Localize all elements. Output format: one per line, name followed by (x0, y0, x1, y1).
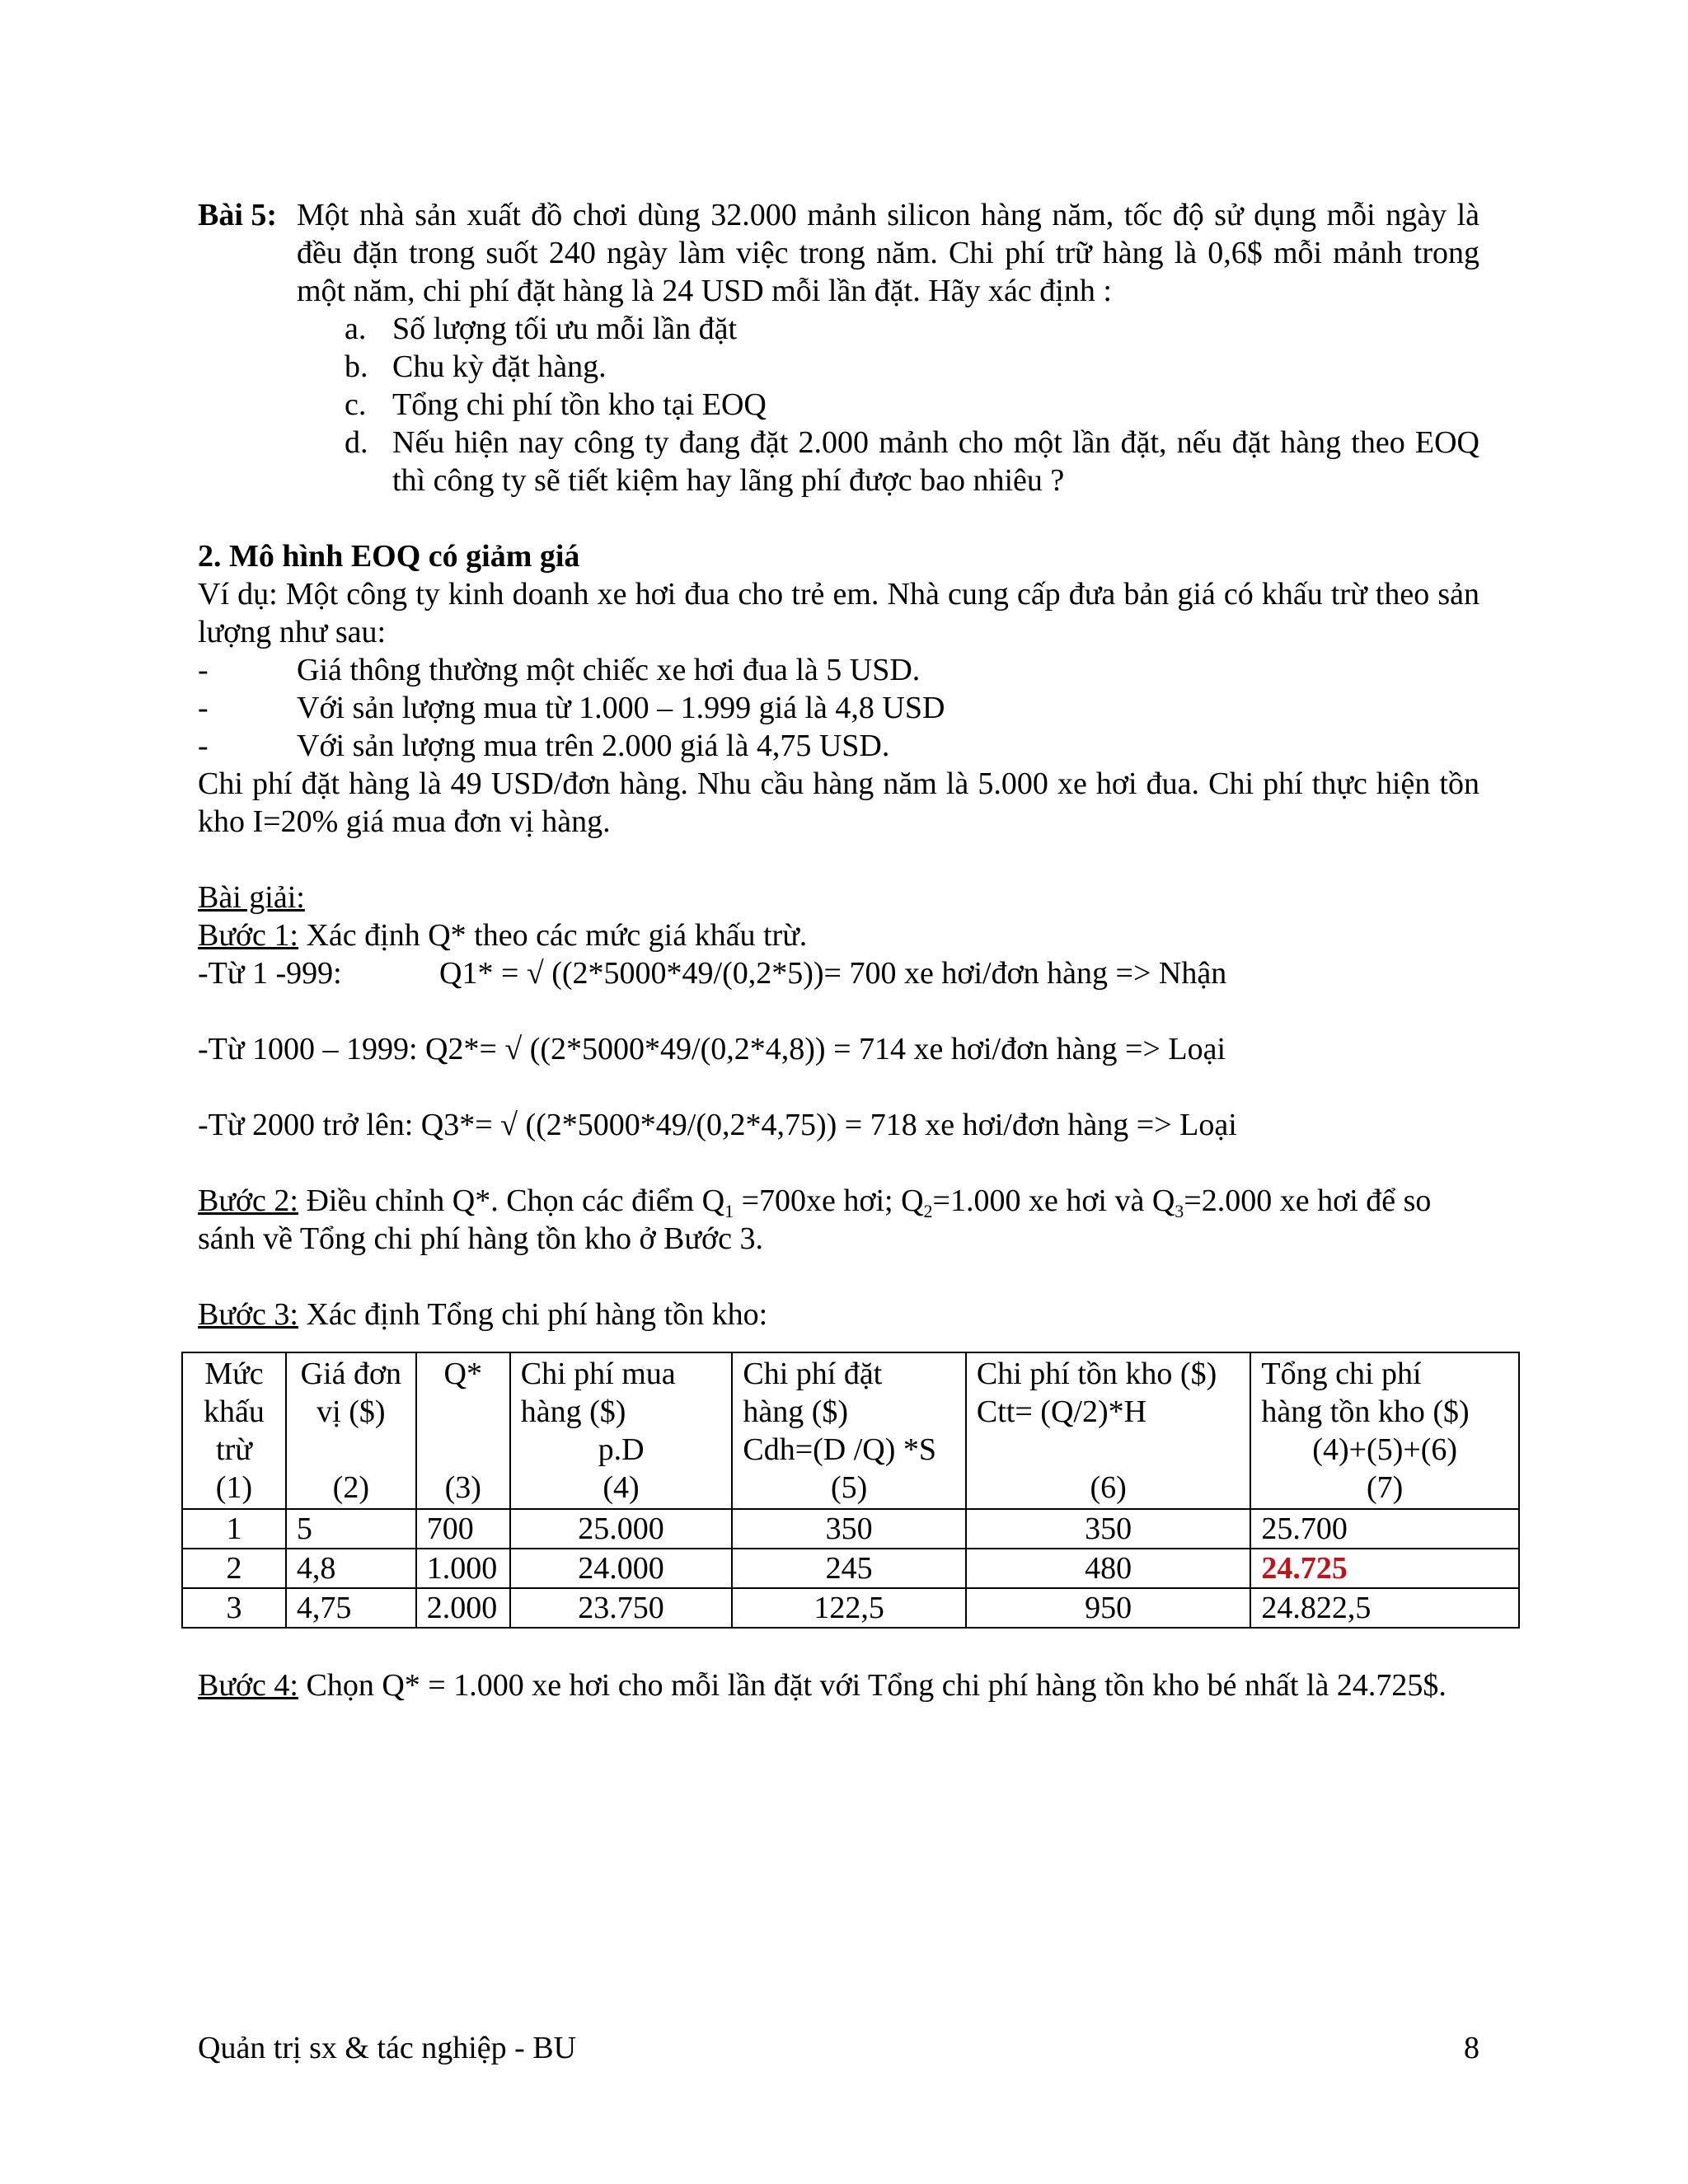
table-cell: 24.000 (510, 1549, 733, 1588)
question-item (345, 348, 1479, 386)
table-cell: 25.000 (510, 1509, 733, 1549)
table-cell: 950 (966, 1588, 1250, 1628)
price-item (198, 689, 1479, 727)
step-label: Bước 2: (198, 1183, 298, 1218)
table-cell: 2 (182, 1549, 286, 1588)
step-4 (198, 1666, 1479, 1704)
header-cell: Chi phí mua hàng ($) p.D (4) (510, 1352, 733, 1509)
question-text: Số lượng tối ưu mỗi lần đặt (392, 312, 738, 346)
question-marker: c. (345, 387, 367, 422)
cost-text: Chi phí đặt hàng là 49 USD/đơn hàng. Nhu cầu hàng năm là 5.000 xe hơi đua. Chi phí thực hiện tồn kho I=20% giá mua đơn vị hàng. (198, 766, 1479, 839)
exercise-label: Bài 5: (198, 198, 278, 232)
step-text: Xác định Tổng chi phí hàng tồn kho: (298, 1297, 768, 1332)
step-1 (198, 916, 1479, 954)
subscript: 1 (724, 1201, 734, 1221)
table-cell: 700 (416, 1509, 510, 1549)
table-cell: 3 (182, 1588, 286, 1628)
question-item (345, 424, 1479, 499)
footer-title: Quản trị sx & tác nghiệp - BU (198, 2031, 577, 2065)
step-text: Điều chỉnh Q*. Chọn các điểm Q (298, 1183, 725, 1218)
subscript: 2 (923, 1201, 933, 1221)
table-cell: 24.822,5 (1250, 1588, 1519, 1628)
question-item (345, 386, 1479, 424)
price-text: Với sản lượng mua từ 1.000 – 1.999 giá là 4,8 USD (297, 691, 945, 725)
table-row (182, 1588, 1519, 1628)
question-marker: b. (345, 349, 368, 384)
dash-marker: - (198, 653, 209, 687)
page-content (198, 196, 1479, 1704)
step-text: =2.000 xe hơi để so sánh về Tổng chi phí hàng tồn kho ở Bước 3. (198, 1183, 1432, 1256)
header-cell: Chi phí đặt hàng ($) Cdh=(D /Q) *S (5) (732, 1352, 966, 1509)
table-cell: 23.750 (510, 1588, 733, 1628)
step-text: Chọn Q* = 1.000 xe hơi cho mỗi lần đặt với Tổng chi phí hàng tồn kho bé nhất là 24.725$. (298, 1668, 1447, 1703)
price-item (198, 727, 1479, 765)
table-cell: 1 (182, 1509, 286, 1549)
price-text: Với sản lượng mua trên 2.000 giá là 4,75 USD. (297, 729, 890, 763)
step-text: Xác định Q* theo các mức giá khấu trừ. (298, 918, 808, 953)
question-marker: d. (345, 425, 368, 460)
step-label: Bước 4: (198, 1668, 298, 1703)
step-3 (198, 1296, 1479, 1333)
page-footer (198, 2029, 1479, 2067)
table-header-row (182, 1352, 1519, 1509)
calc-line-2: -Từ 1000 – 1999: Q2*= √ ((2*5000*49/(0,2*4,8)) = 714 xe hơi/đơn hàng => Loại (198, 1032, 1226, 1066)
price-text: Giá thông thường một chiếc xe hơi đua là 5 USD. (297, 653, 921, 687)
table-cell: 5 (286, 1509, 416, 1549)
table-cell: 4,75 (286, 1588, 416, 1628)
question-marker: a. (345, 312, 367, 346)
example-text: Ví dụ: Một công ty kinh doanh xe hơi đua cho trẻ em. Nhà cung cấp đưa bản giá có khấu trừ theo sản lượng như sau: (198, 577, 1479, 649)
price-item (198, 651, 1479, 689)
calc-label: -Từ 1 -999: (198, 956, 342, 991)
header-cell: Tổng chi phí hàng tồn kho ($) (4)+(5)+(6) (7) (1250, 1352, 1519, 1509)
calc-line-1 (198, 954, 1479, 992)
exercise-5 (198, 196, 1479, 310)
step-label: Bước 3: (198, 1297, 298, 1332)
step-text: =700xe hơi; Q (734, 1183, 924, 1218)
exercise-questions (345, 310, 1479, 499)
table-cell: 480 (966, 1549, 1250, 1588)
page-number: 8 (1464, 2031, 1479, 2065)
question-text: Nếu hiện nay công ty đang đặt 2.000 mảnh cho một lần đặt, nếu đặt hàng theo EOQ thì công ty sẽ tiết kiệm hay lãng phí được bao nhiêu ? (392, 425, 1479, 498)
table-cell: 2.000 (416, 1588, 510, 1628)
subscript: 3 (1175, 1201, 1184, 1221)
dash-marker: - (198, 691, 209, 725)
step-2 (198, 1182, 1479, 1258)
question-text: Tổng chi phí tồn kho tại EOQ (392, 387, 767, 422)
step-label: Bước 1: (198, 918, 298, 953)
header-cell: Giá đơn vị ($) (2) (286, 1352, 416, 1509)
header-cell: Chi phí tồn kho ($) Ctt= (Q/2)*H (6) (966, 1352, 1250, 1509)
question-item (345, 310, 1479, 348)
cost-table (181, 1352, 1520, 1629)
section-heading: 2. Mô hình EOQ có giảm giá (198, 539, 580, 574)
table-cell: 245 (732, 1549, 966, 1588)
calc-line-3: -Từ 2000 trở lên: Q3*= √ ((2*5000*49/(0,2*4,75)) = 718 xe hơi/đơn hàng => Loại (198, 1108, 1237, 1142)
step-text: =1.000 xe hơi và Q (932, 1183, 1175, 1218)
table-row (182, 1509, 1519, 1549)
table-cell: 350 (732, 1509, 966, 1549)
table-cell: 1.000 (416, 1549, 510, 1588)
min-total-cost-cell: 24.725 (1250, 1549, 1519, 1588)
calc-text: Q1* = √ ((2*5000*49/(0,2*5))= 700 xe hơi/đơn hàng => Nhận (439, 956, 1227, 991)
table-row (182, 1549, 1519, 1588)
table-cell: 350 (966, 1509, 1250, 1549)
header-cell: Q* (3) (416, 1352, 510, 1509)
dash-marker: - (198, 729, 209, 763)
table-cell: 122,5 (732, 1588, 966, 1628)
solution-title: Bài giải: (198, 880, 305, 915)
exercise-text: Một nhà sản xuất đồ chơi dùng 32.000 mảnh silicon hàng năm, tốc độ sử dụng mỗi ngày là đều đặn trong suốt 240 ngày làm việc trong năm. Chi phí trữ hàng là 0,6$ mỗi mảnh trong một năm, chi phí đặt hàng là 24 USD mỗi lần đặt. Hãy xác định : (297, 198, 1479, 308)
question-text: Chu kỳ đặt hàng. (392, 349, 607, 384)
header-cell: Mức khấu trừ (1) (182, 1352, 286, 1509)
table-cell: 4,8 (286, 1549, 416, 1588)
table-cell: 25.700 (1250, 1509, 1519, 1549)
